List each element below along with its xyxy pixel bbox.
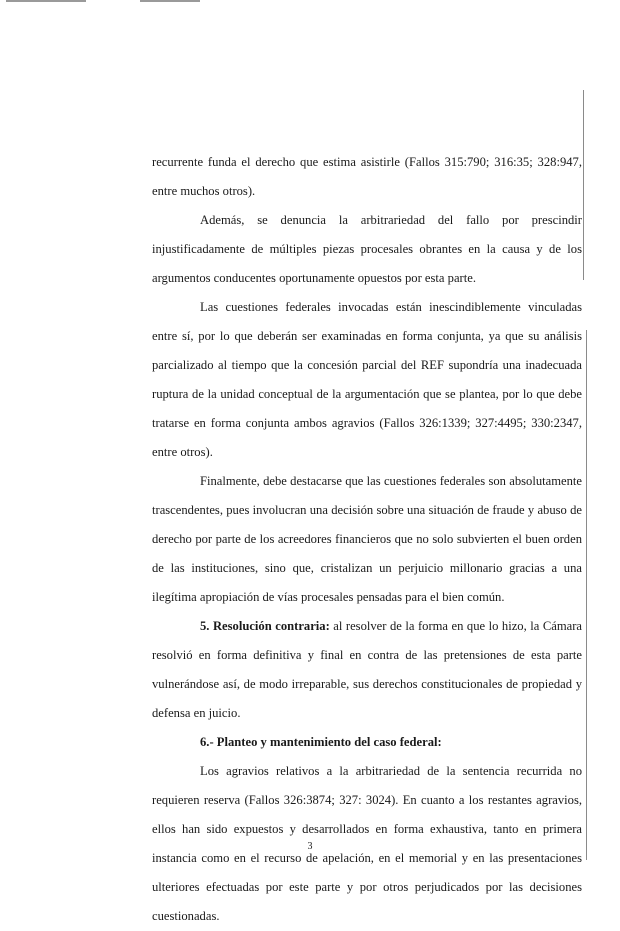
section-heading-inline: 5. Resolución contraria: bbox=[200, 619, 330, 633]
paragraph bbox=[152, 467, 582, 612]
margin-rule bbox=[586, 330, 587, 860]
paragraph-text: Finalmente, debe destacarse que las cuestiones federales son absolutamente trascendentes, pues involucran una decisión sobre una situación de fraude y abuso de derecho por parte de los acreedores financieros que no solo subvierten el buen orden de las instituciones, sino que, cristalizan un perjuicio millonario gracias a una ilegítima apropiación de vías procesales pensadas para el bien común. bbox=[152, 474, 582, 604]
paragraph-text: recurrente funda el derecho que estima asistirle (Fallos 315:790; 316:35; 328:947, entre muchos otros). bbox=[152, 155, 582, 198]
section-heading: 6.- Planteo y mantenimiento del caso federal: bbox=[200, 735, 442, 749]
margin-rule bbox=[583, 90, 584, 280]
scan-edge-mark bbox=[6, 0, 86, 2]
paragraph-text: al resolver de la forma en que lo hizo, la Cámara resolvió en forma definitiva y final en contra de las pretensiones de esta parte vulnerándose así, de modo irreparable, sus derechos constitucionales de propiedad y defensa en juicio. bbox=[152, 619, 582, 720]
paragraph-text: Las cuestiones federales invocadas están inescindiblemente vinculadas entre sí, por lo que deberán ser examinadas en forma conjunta, ya que su análisis parcializado al tiempo que la concesión parcial del REF supondría una inadecuada ruptura de la unidad conceptual de la argumentación que se plantea, por lo que debe tratarse en forma conjunta ambos agravios (Fallos 326:1339; 327:4495; 330:2347, entre otros). bbox=[152, 300, 582, 459]
paragraph bbox=[152, 148, 582, 206]
paragraph bbox=[152, 206, 582, 293]
page-number: 3 bbox=[307, 841, 313, 852]
paragraph-text: Los agravios relativos a la arbitrariedad de la sentencia recurrida no requieren reserva (Fallos 326:3874; 327: 3024). En cuanto a los restantes agravios, ellos han sido expuestos y desarrollados en forma exhaustiva, tanto en primera instancia como en el recurso de apelación, en el memorial y en las presentaciones ulteriores efectuadas por este parte y por otros perjudicados por las decisiones cuestionadas. bbox=[152, 764, 582, 923]
paragraph bbox=[152, 293, 582, 467]
paragraph bbox=[152, 612, 582, 728]
paragraph-text: Además, se denuncia la arbitrariedad del fallo por prescindir injustificadamente de múltiples piezas procesales obrantes en la causa y de los argumentos conducentes oportunamente opuestos por esta parte. bbox=[152, 213, 582, 285]
scan-edge-mark bbox=[140, 0, 200, 2]
document-body bbox=[152, 148, 582, 931]
